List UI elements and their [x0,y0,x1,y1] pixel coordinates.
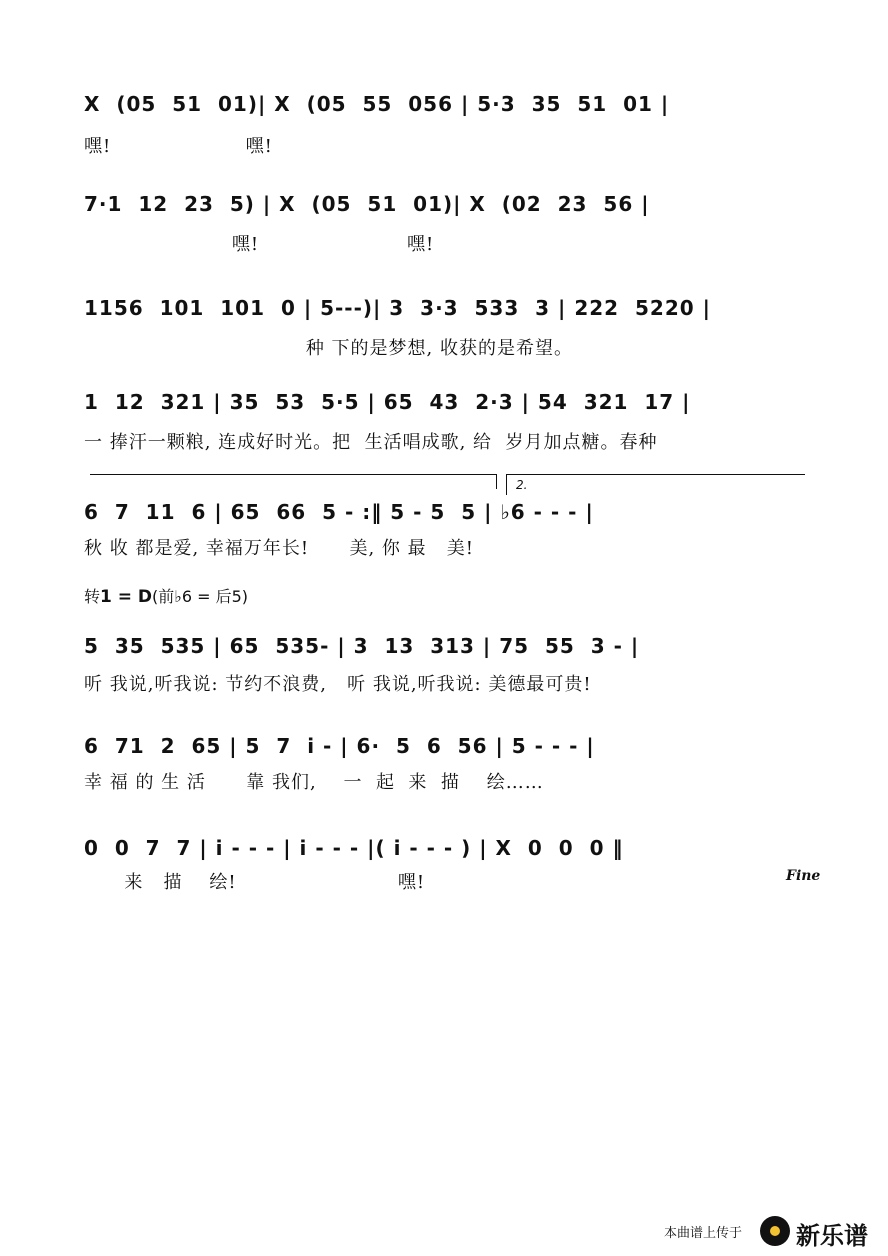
key-change [84,584,248,607]
notes-line-4: 1 12 321 | 35 53 5·5 | 65 43 2·3 | 54 321 17 | [84,390,691,414]
key-change-prefix: 转 [84,587,101,606]
lyrics-line-1: 嘿! 嘿! [84,136,273,157]
notes-line-7: 6 71 2 65 | 5 7 i - | 6· 5 6 56 | 5 - - - | [84,734,595,758]
brand-name: 新乐谱 [796,1222,868,1250]
lyrics-line-6: 听 我说,听我说: 节约不浪费, 听 我说,听我说: 美德最可贵! [84,674,592,695]
key-change-note: (前♭6 = 后5) [152,587,249,606]
lyrics-line-7: 幸 福 的 生 活 靠 我们, 一 起 来 描 绘…… [84,772,544,793]
brand-logo [760,1214,880,1248]
record-disc-icon [760,1216,790,1246]
lyrics-line-4: 一 捧汗一颗粮, 连成好时光。把 生活唱成歌, 给 岁月加点糖。春种 [84,432,658,453]
notes-line-6: 5 35 535 | 65 535- | 3 13 313 | 75 55 3 - | [84,634,640,658]
lyrics-line-2: 嘿! 嘿! [84,234,435,255]
volta-bracket-first [90,474,497,489]
lyrics-line-8: 来 描 绘! 嘿! [84,872,426,893]
notes-line-5: 6 7 11 6 | 65 66 5 - :‖ 5 - 5 5 | ♭6 - - - | [84,500,594,524]
notes-line-8: 0 0 7 7 | i - - - | i - - - |( i - - - ) | X 0 0 0 ‖ [84,836,624,860]
volta-label: 2. [516,478,528,492]
fine-mark: Fine [786,868,821,884]
key-change-key: 1 = D [100,587,153,607]
notes-line-1: X (05 51 01)| X (05 55 056 | 5·3 35 51 01 | [84,92,670,116]
notes-line-3: 1156 101 101 0 | 5---)| 3 3·3 533 3 | 222 5220 | [84,296,711,320]
upload-text: 本曲谱上传于 [664,1226,743,1241]
notes-line-2: 7·1 12 23 5) | X (05 51 01)| X (02 23 56 | [84,192,650,216]
volta-bracket-second [506,474,805,495]
lyrics-line-5: 秋 收 都是爱, 幸福万年长! 美, 你 最 美! [84,538,475,559]
lyrics-line-3: 种 下的是梦想, 收获的是希望。 [84,338,573,359]
